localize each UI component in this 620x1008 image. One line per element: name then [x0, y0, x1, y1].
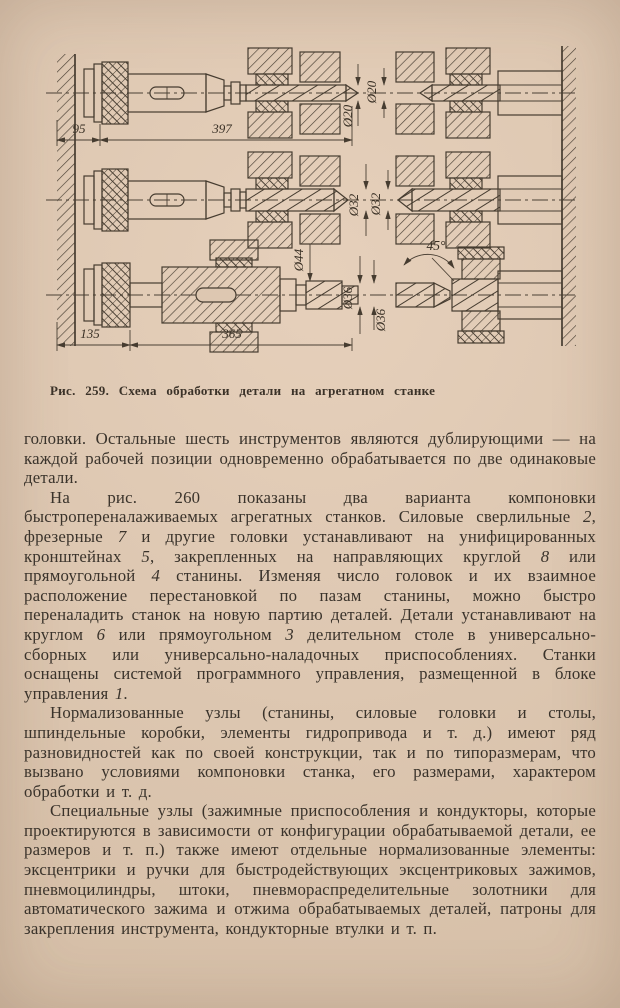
paragraph-4: Специальные узлы (зажимные приспособления и кондукторы, которые проектируются в зависимости от конфигурации обрабатываемой детали, ее размеров и т. п.) также имеют отдельные нормализованные элементы: эксцентрики и ручки для быстродействующих эксцентриковых зажимов, пневмоцилиндры, штоки, пневмораспределительные золотники для автоматического зажима и отжима обрабатываемых деталей, патроны для закрепления инструмента, кондукторные втулки и т. п. — [24, 801, 596, 938]
paragraph-1: головки. Остальные шесть инструментов являются дублирующими — на каждой рабочей позиции одновременно обрабатывается по две одинаковые детали. — [24, 429, 596, 488]
drill-row1-right — [420, 85, 500, 101]
paragraph-3: Нормализованные узлы (станины, силовые головки и столы, шпиндельные коробки, элементы гидропривода и т. д.) имеют ряд разновидностей как по своей конструкции, так и по типоразмерам, что вызвано условиями компоновки станка, его размерами, характером обработки и т. д. — [24, 703, 596, 801]
machining-row-3 — [46, 238, 576, 352]
dia32-label-a: Ø32 — [346, 193, 361, 217]
dim-95-label: 95 — [72, 121, 86, 136]
dim-397-label: 397 — [212, 121, 232, 136]
angle-45-label: 45° — [426, 238, 446, 253]
figure-caption: Рис. 259. Схема обработки детали на агрегатном станке — [50, 383, 436, 398]
drill-row1-left — [246, 85, 358, 101]
dimension-dia44 — [291, 244, 310, 281]
paragraph-2: На рис. 260 показаны два варианта компоновки быстропереналаживаемых агрегатных станков. Силовые сверлильные 2, фрезерные 7 и другие головки устанавливают на унифицированных кронштейнах 5, закрепленных на направляющих круглой 8 или прямоугольной 4 станины. Изменяя число головок и их взаимное расположение перестановкой по пазам станины, можно быстро переналадить станок на новую партию деталей. Детали устанавливают на круглом 6 или прямоугольном 3 делительном столе в универсально-сборных или универсально-наладочных приспособлениях. Станки оснащены системой программного управления, размещенной в блоке управления 1. — [24, 487, 596, 703]
machining-row-1 — [46, 48, 576, 146]
right-wall — [562, 46, 576, 346]
dimension-dia36-b — [373, 260, 388, 332]
drill-row2-right — [398, 189, 500, 211]
dim-135-label: 135 — [80, 326, 100, 341]
drill-row2-left — [246, 189, 348, 211]
dia20-label-a: Ø20 — [340, 104, 355, 128]
dim-365-label: 365 — [222, 326, 242, 341]
dia36-label-a: Ø36 — [340, 286, 355, 310]
dia44-label: Ø44 — [291, 248, 306, 272]
dia20-label-b: Ø20 — [364, 80, 379, 104]
machining-row-2 — [46, 152, 576, 248]
countersink-tool-row3 — [396, 283, 450, 307]
counterbore-tool-row3 — [452, 279, 498, 311]
dia36-label-b: Ø36 — [373, 308, 388, 332]
figure-diagram — [0, 0, 620, 378]
body-text — [24, 429, 596, 938]
dimension-135-365 — [57, 322, 352, 351]
dia32-label-b: Ø32 — [368, 192, 383, 216]
power-head-spindle-3 — [84, 263, 306, 327]
